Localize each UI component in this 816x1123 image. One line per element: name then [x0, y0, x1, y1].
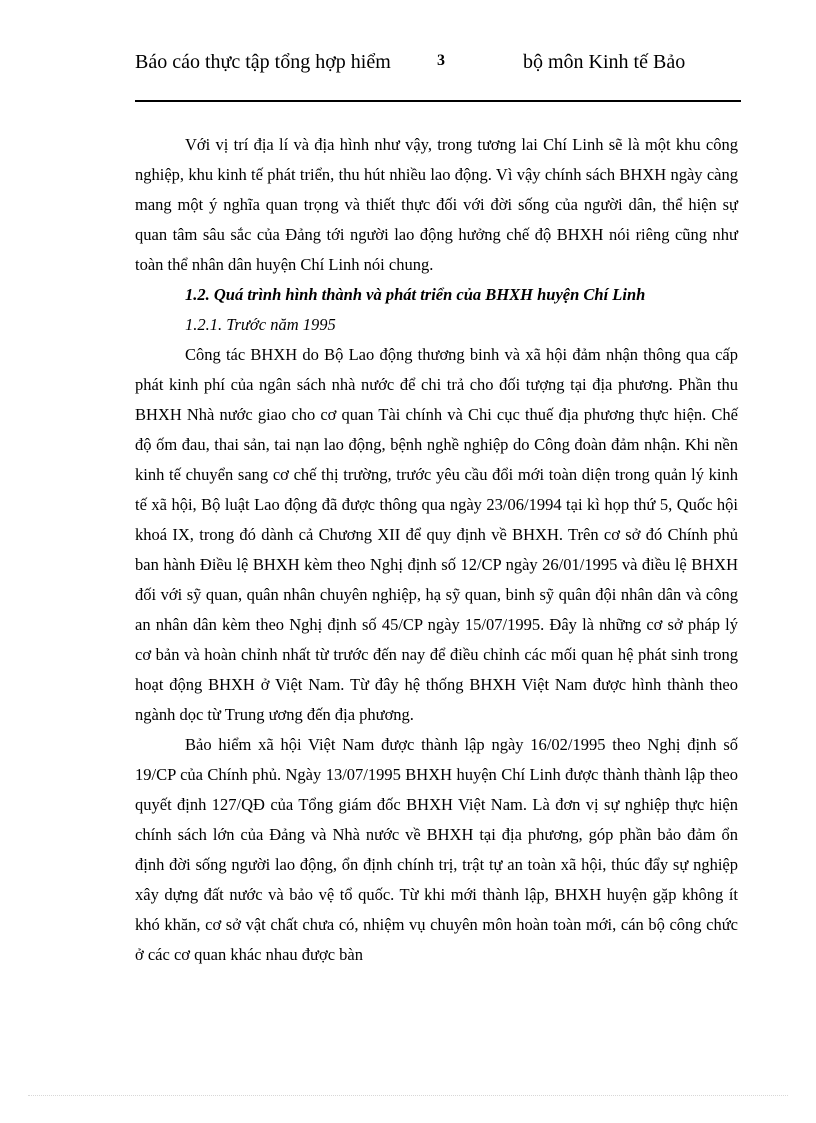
footer-divider [28, 1095, 788, 1096]
paragraph-location-significance: Với vị trí địa lí và địa hình như vậy, trong tương lai Chí Linh sẽ là một khu công nghiệp, khu kinh tế phát triển, thu hút nhiều lao động. Vì vậy chính sách BHXH ngày càng mang một ý nghĩa quan trọng và thiết thực đối với đời sống của người dân, thể hiện sự quan tâm sâu sắc của Đảng tới người lao động hưởng chế độ BHXH nói riêng cũng như toàn thể nhân dân huyện Chí Linh nói chung. [135, 135, 738, 274]
page-number: 3 [437, 52, 445, 69]
document-body [135, 130, 738, 970]
header-left-title: Báo cáo thực tập tổng hợp hiểm [135, 51, 391, 73]
header-right-title: bộ môn Kinh tế Bảo [523, 51, 686, 73]
paragraph-establishment: Bảo hiểm xã hội Việt Nam được thành lập ngày 16/02/1995 theo Nghị định số 19/CP của Chính phủ. Ngày 13/07/1995 BHXH huyện Chí Linh được thành thành lập theo quyết định 127/QĐ của Tổng giám đốc BHXH Việt Nam. Là đơn vị sự nghiệp thực hiện chính sách lớn của Đảng và Nhà nước về BHXH tại địa phương, góp phần bảo đảm ổn định đời sống người lao động, ổn định chính trị, trật tự an toàn xã hội, thúc đẩy sự nghiệp xây dựng đất nước và bảo vệ tổ quốc. Từ khi mới thành lập, BHXH huyện gặp không ít khó khăn, cơ sở vật chất chưa có, nhiệm vụ chuyên môn hoàn toàn mới, cán bộ công chức ở các cơ quan khác nhau được bàn [135, 735, 738, 964]
subsection-heading-1-2-1: 1.2.1. Trước năm 1995 [185, 315, 336, 334]
section-heading-1-2: 1.2. Quá trình hình thành và phát triển của BHXH huyện Chí Linh [185, 285, 646, 304]
page-header [135, 50, 741, 102]
paragraph-before-1995: Công tác BHXH do Bộ Lao động thương binh và xã hội đảm nhận thông qua cấp phát kinh phí của ngân sách nhà nước để chi trả cho đối tượng tại địa phương. Phần thu BHXH Nhà nước giao cho cơ quan Tài chính và Chi cục thuế địa phương thực hiện. Chế độ ốm đau, thai sản, tai nạn lao động, bệnh nghề nghiệp do Công đoàn đảm nhận. Khi nền kinh tế chuyển sang cơ chế thị trường, trước yêu cầu đổi mới toàn diện trong quản lý kinh tế xã hội, Bộ luật Lao động đã được thông qua ngày 23/06/1994 tại kì họp thứ 5, Quốc hội khoá IX, trong đó dành cả Chương XII để quy định về BHXH. Trên cơ sở đó Chính phủ ban hành Điều lệ BHXH kèm theo Nghị định số 12/CP ngày 26/01/1995 và điều lệ BHXH đối với sỹ quan, quân nhân chuyên nghiệp, hạ sỹ quan, binh sỹ quân đội nhân dân và công an nhân dân kèm theo Nghị định số 45/CP ngày 15/07/1995. Đây là những cơ sở pháp lý cơ bản và hoàn chỉnh nhất từ trước đến nay để điều chỉnh các mối quan hệ phát sinh trong hoạt động BHXH ở Việt Nam. Từ đây hệ thống BHXH Việt Nam được hình thành theo ngành dọc từ Trung ương đến địa phương. [135, 345, 738, 724]
